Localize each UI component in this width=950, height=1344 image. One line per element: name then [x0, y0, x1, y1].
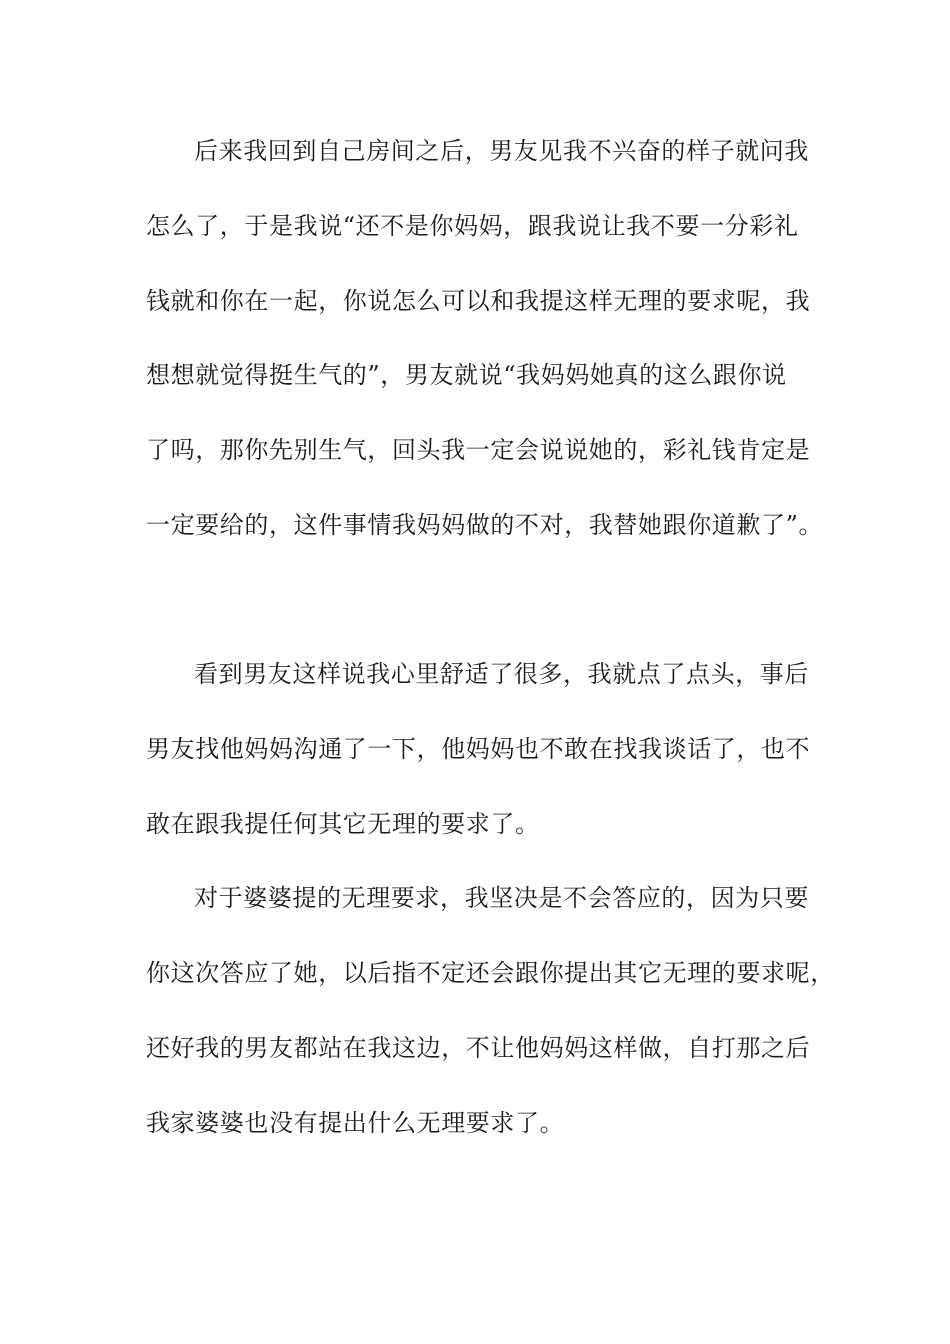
paragraph-line: 后来我回到自己房间之后，男友见我不兴奋的样子就问我 [194, 137, 809, 165]
paragraph-line: 我家婆婆也没有提出什么无理要求了。 [146, 1109, 565, 1137]
paragraph-line: 敢在跟我提任何其它无理的要求了。 [146, 810, 540, 838]
paragraph-line: 你这次答应了她，以后指不定还会跟你提出其它无理的要求呢， [146, 959, 835, 987]
paragraph-line: 男友找他妈妈沟通了一下，他妈妈也不敢在找我谈话了，也不 [146, 735, 811, 763]
paragraph-line: 对于婆婆提的无理要求，我坚决是不会答应的，因为只要 [194, 884, 809, 912]
paragraph-line: 一定要给的，这件事情我妈妈做的不对，我替她跟你道歉了”。 [146, 511, 824, 539]
paragraph-line: 还好我的男友都站在我这边，不让他妈妈这样做，自打那之后 [146, 1034, 811, 1062]
paragraph-line: 了吗，那你先别生气，回头我一定会说说她的，彩礼钱肯定是 [146, 436, 811, 464]
paragraph-line: 想想就觉得挺生气的”，男友就说“我妈妈她真的这么跟你说 [146, 361, 787, 389]
paragraph-line: 钱就和你在一起，你说怎么可以和我提这样无理的要求呢，我 [146, 287, 811, 315]
paragraph-line: 怎么了，于是我说“还不是你妈妈，跟我说让我不要一分彩礼 [146, 212, 799, 240]
paragraph-line: 看到男友这样说我心里舒适了很多，我就点了点头，事后 [194, 660, 809, 688]
